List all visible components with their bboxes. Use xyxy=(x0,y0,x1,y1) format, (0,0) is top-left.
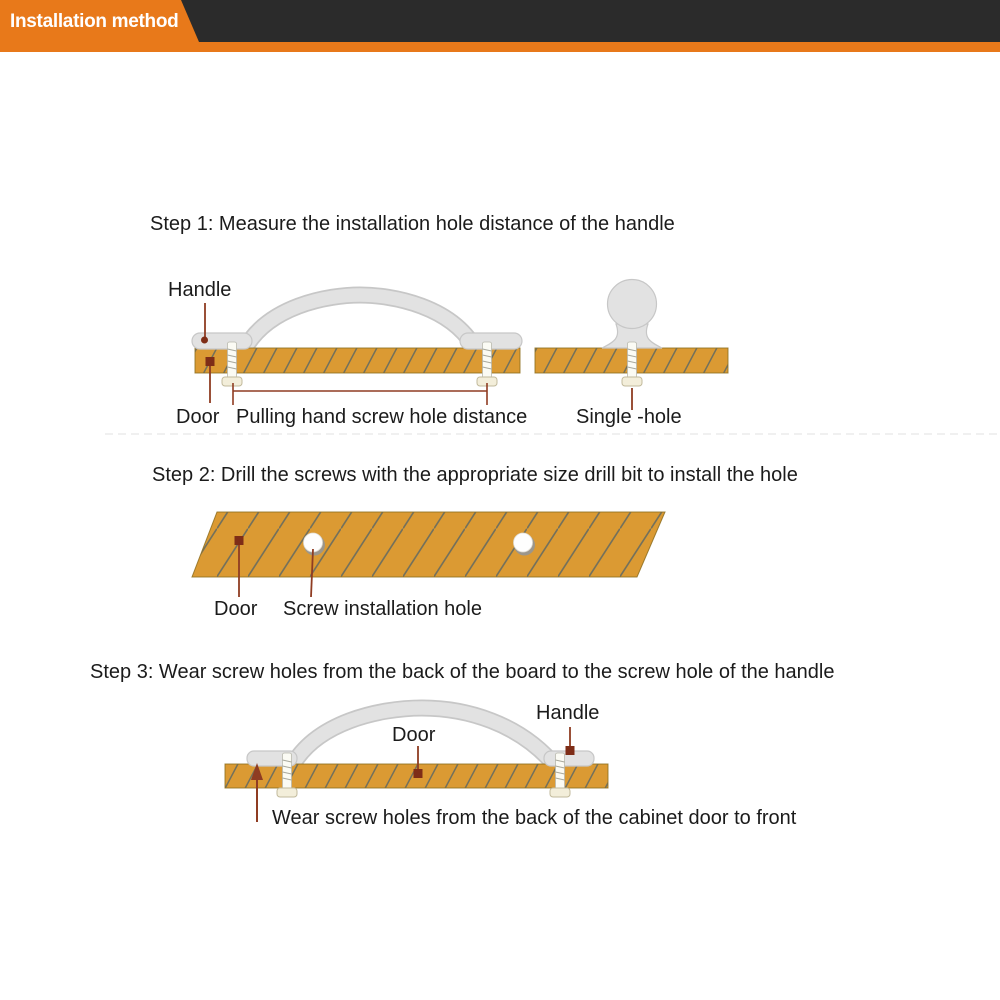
rear-note-label: Wear screw holes from the back of the cabinet door to front xyxy=(272,807,797,829)
header-title: Installation method xyxy=(10,11,179,32)
door-pointer xyxy=(235,536,244,597)
handle-right-foot xyxy=(460,333,522,349)
handle-pointer xyxy=(201,303,208,344)
handle-label-step1: Handle xyxy=(168,279,232,301)
header-banner xyxy=(0,0,1000,52)
door-pointer xyxy=(414,746,423,778)
dimension-line xyxy=(233,383,487,405)
handle-label-step3: Handle xyxy=(536,702,600,724)
handle-left-foot xyxy=(247,751,297,766)
screw-hole-pointer xyxy=(311,549,313,597)
door-board-drilled xyxy=(192,512,665,577)
door-board xyxy=(195,348,520,373)
distance-label: Pulling hand screw hole distance xyxy=(236,406,528,428)
drill-hole-left xyxy=(304,533,326,556)
door-label-step3: Door xyxy=(392,724,436,746)
screw-right xyxy=(550,753,570,797)
step1-title: Step 1: Measure the installation hole distance of the handle xyxy=(150,213,675,235)
header-dark-panel xyxy=(181,0,1000,42)
single-hole-label: Single -hole xyxy=(576,406,682,428)
step1-diagram xyxy=(192,280,728,411)
door-pointer xyxy=(206,357,215,403)
handle-arch xyxy=(242,295,478,354)
door-board xyxy=(225,764,608,788)
step3-title: Step 3: Wear screw holes from the back of the board to the screw hole of the handle xyxy=(90,661,835,683)
screw-right xyxy=(477,342,497,386)
screw-left xyxy=(277,753,297,797)
step2-title: Step 2: Drill the screws with the appropriate size drill bit to install the hole xyxy=(152,464,798,486)
handle-pointer xyxy=(566,727,575,755)
handle-right-foot xyxy=(544,751,594,766)
door-label-step2: Door xyxy=(214,598,258,620)
handle-left-foot xyxy=(192,333,252,349)
knob xyxy=(602,280,662,349)
door-board-single xyxy=(535,348,728,373)
step2-diagram xyxy=(192,512,665,597)
screw-left xyxy=(222,342,242,386)
screw-hole-label: Screw installation hole xyxy=(283,598,482,620)
screw-single xyxy=(622,342,642,386)
door-label-step1: Door xyxy=(176,406,220,428)
rear-insert-arrow xyxy=(251,763,263,822)
drill-hole-right xyxy=(514,533,536,556)
